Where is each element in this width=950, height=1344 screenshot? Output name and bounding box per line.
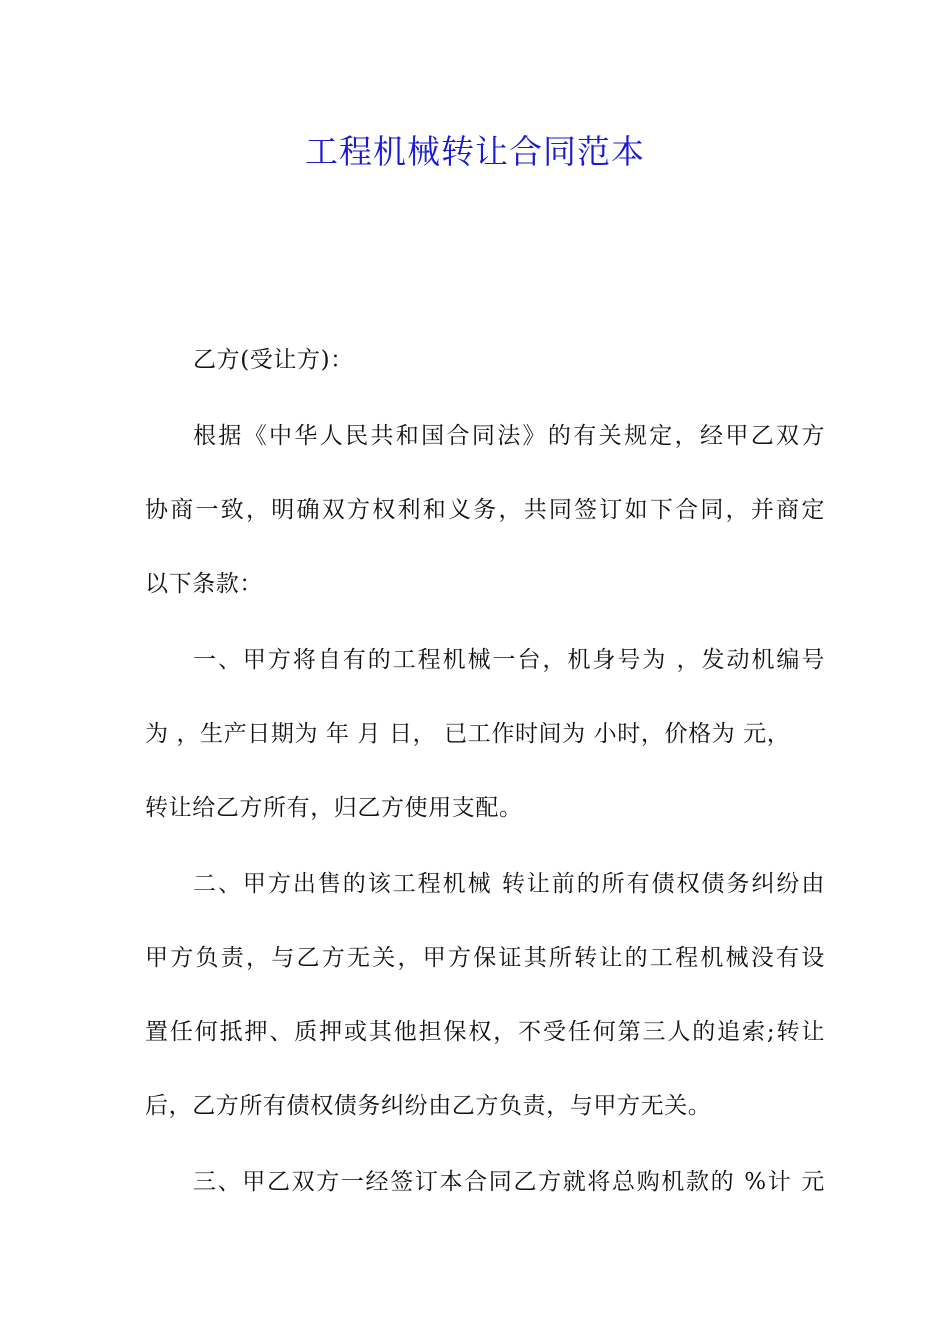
document-title: 工程机械转让合同范本 xyxy=(305,132,645,171)
intro-line-2: 协商一致，明确双方权利和义务，共同签订如下合同，并商定 xyxy=(145,497,825,523)
clause2-line-3: 置任何抵押、质押或其他担保权，不受任何第三人的追索;转让 xyxy=(145,1019,825,1045)
clause1-line-2: 为 ，生产日期为 年 月 日， 已工作时间为 小时，价格为 元， xyxy=(145,721,791,747)
clause2-line-1: 二、甲方出售的该工程机械 转让前的所有债权债务纠纷由 xyxy=(193,871,825,897)
clause3-line-1: 三、甲乙双方一经签订本合同乙方就将总购机款的 %计 元 xyxy=(193,1169,825,1195)
party-b-line: 乙方(受让方)： xyxy=(193,347,354,373)
intro-line-1: 根据《中华人民共和国合同法》的有关规定，经甲乙双方 xyxy=(193,423,825,449)
intro-line-3: 以下条款： xyxy=(145,571,263,597)
clause2-line-4: 后，乙方所有债权债务纠纷由乙方负责，与甲方无关。 xyxy=(145,1093,712,1119)
clause2-line-2: 甲方负责，与乙方无关，甲方保证其所转让的工程机械没有设 xyxy=(145,945,825,971)
clause1-line-3: 转让给乙方所有，归乙方使用支配。 xyxy=(145,795,523,821)
clause1-line-1: 一、甲方将自有的工程机械一台，机身号为 ，发动机编号 xyxy=(193,647,825,673)
